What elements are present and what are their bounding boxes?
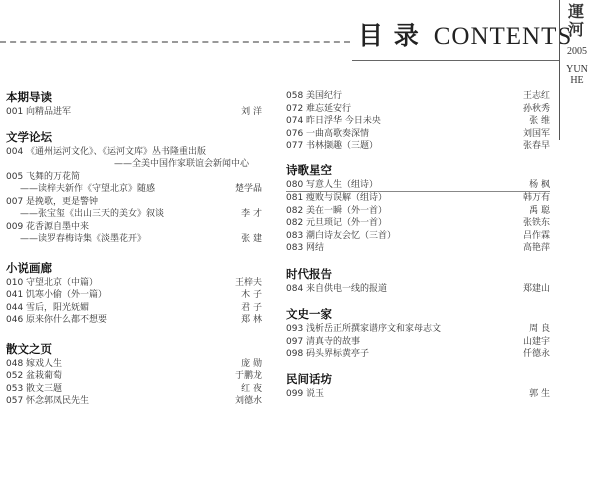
entry-title: 046 原来你什么都不想要	[6, 315, 108, 325]
toc-entry[interactable]	[286, 323, 550, 336]
section-title: 散文之页	[6, 341, 52, 356]
toc-entry[interactable]	[286, 128, 550, 141]
section-title: 诗歌星空	[286, 162, 332, 177]
toc-entry[interactable]	[6, 106, 262, 119]
toc-section	[6, 129, 262, 246]
toc-section	[286, 90, 550, 153]
toc-entry[interactable]	[6, 171, 262, 184]
entry-author: 张春早	[522, 141, 550, 151]
toc-entry[interactable]	[286, 348, 550, 361]
entry-author: 刘 洋	[241, 107, 262, 117]
entry-author: 高艳萍	[522, 243, 550, 253]
title-underline	[352, 60, 559, 61]
entry-author: 张 建	[241, 234, 262, 244]
toc-entry[interactable]	[6, 395, 262, 408]
entry-title: 048 嫁戏人生	[6, 358, 63, 369]
toc-section	[6, 260, 262, 327]
section-title: 本期导读	[6, 90, 52, 104]
toc-entry[interactable]	[286, 115, 550, 128]
toc-entry[interactable]	[6, 314, 262, 327]
entry-author: 刘国军	[522, 128, 550, 139]
entry-title: 077 书林撷趣（三题）	[286, 141, 379, 151]
spine-logo: 運河	[567, 4, 586, 39]
entry-title: 004 《通州运河文化》、《运河文库》丛书隆重出版	[6, 146, 207, 157]
entry-title: 097 清真寺的故事	[286, 336, 361, 347]
title-chinese: 目 录	[358, 21, 420, 50]
page-title	[358, 16, 573, 52]
toc-entry[interactable]	[6, 302, 262, 315]
toc-section	[286, 266, 550, 296]
entry-author: 禹 聪	[529, 205, 550, 216]
entry-title: 098 码头界标黄亭子	[286, 349, 370, 359]
spine-label	[566, 4, 588, 86]
entry-title: 084 来自供电一线的报道	[286, 283, 388, 294]
entry-title: ——读罗春梅诗集《淡墨花开》	[20, 234, 147, 244]
entry-author: 于鹏龙	[234, 371, 262, 381]
toc-entry[interactable]	[286, 192, 550, 205]
entry-author: 郭 生	[529, 388, 550, 399]
toc-entry[interactable]	[286, 103, 550, 116]
section-title: 时代报告	[286, 266, 332, 281]
entry-author: 王志红	[522, 91, 550, 101]
toc-entry[interactable]	[286, 179, 550, 193]
entry-author: 孙秋秀	[522, 103, 550, 114]
entry-title: 099 说玉	[286, 388, 325, 399]
toc-entry[interactable]	[6, 158, 262, 171]
entry-title: ——张宝玺《出山三天的美女》叙谈	[20, 209, 165, 219]
entry-author: 仟德永	[522, 349, 550, 359]
entry-title: 076 一曲高歌奏深情	[286, 128, 370, 139]
section-title: 文史一家	[286, 307, 332, 321]
toc-left-column	[6, 89, 262, 408]
entry-author: 张 维	[529, 116, 550, 126]
entry-author: 张铁东	[522, 218, 550, 228]
entry-author: 郑 林	[241, 315, 262, 325]
entry-title: 080 写意人生（组诗）	[286, 179, 379, 190]
toc-section	[286, 162, 550, 255]
toc-entry[interactable]	[6, 289, 262, 302]
toc-entry[interactable]	[6, 383, 262, 396]
toc-entry[interactable]	[286, 140, 550, 153]
entry-author: 韩万有	[522, 193, 550, 203]
entry-title: 074 昨日浮华 今日未央	[286, 116, 381, 126]
toc-section	[6, 89, 262, 119]
entry-title: 009 花香源自墨中来	[6, 221, 90, 232]
entry-author: 杨 枫	[529, 179, 550, 190]
toc-entry[interactable]	[6, 183, 262, 196]
entry-author: 楚学晶	[234, 184, 262, 194]
entry-title: 053 散文三题	[6, 383, 63, 394]
toc-entry[interactable]	[286, 205, 550, 218]
entry-title: 010 守望北京（中篇）	[6, 277, 99, 288]
entry-author: 红 夜	[241, 383, 262, 394]
toc-entry[interactable]	[286, 242, 550, 255]
entry-title: 083 网结	[286, 243, 325, 253]
entry-author: 吕作霖	[522, 230, 550, 241]
spine-rule	[559, 0, 560, 140]
entry-title: 007 是挽歌，更是警钟	[6, 196, 99, 207]
entry-title: ——全美中国作家联谊会新闻中心	[114, 159, 250, 169]
toc-entry[interactable]	[6, 221, 262, 234]
entry-title: ——读梓夫新作《守望北京》随感	[20, 184, 156, 194]
entry-title: 052 盆栽葡萄	[6, 371, 63, 381]
entry-author: 王梓夫	[234, 277, 262, 288]
toc-entry[interactable]	[286, 217, 550, 230]
entry-author: 郑建山	[522, 283, 550, 294]
spine-year: 2005	[567, 46, 587, 57]
entry-title: 082 美在一瞬（外一首）	[286, 205, 388, 216]
entry-title: 093 浅析岳正所撰家谱序文和家母志文	[286, 324, 442, 334]
entry-title: 081 瘦败与误解（组诗）	[286, 193, 388, 203]
entry-title: 082 元旦琐记（外一首）	[286, 218, 388, 228]
entry-title: 001 向精品进军	[6, 107, 72, 117]
entry-title: 057 怀念郭凤民先生	[6, 396, 90, 406]
entry-author: 山建宇	[522, 336, 550, 347]
entry-author: 周 良	[529, 324, 550, 334]
entry-title: 058 美国纪行	[286, 91, 343, 101]
spine-pinyin: YUN HE	[566, 64, 588, 86]
toc-entry[interactable]	[6, 233, 262, 246]
entry-title: 072 难忘延安行	[286, 103, 352, 114]
title-english: CONTENTS	[433, 23, 573, 50]
section-title: 民间话坊	[286, 371, 332, 386]
toc-section	[6, 341, 262, 408]
toc-entry[interactable]	[286, 388, 550, 401]
section-title: 小说画廊	[6, 260, 52, 275]
toc-entry[interactable]	[6, 370, 262, 383]
toc-entry[interactable]	[286, 283, 550, 296]
toc-right-column	[286, 90, 550, 400]
section-title: 文学论坛	[6, 129, 52, 144]
toc-entry[interactable]	[6, 208, 262, 221]
toc-entry[interactable]	[286, 230, 550, 243]
toc-section	[286, 306, 550, 361]
entry-title: 005 飞舞的万花简	[6, 171, 81, 182]
entry-title: 044 雪后，阳光妩媚	[6, 302, 90, 313]
toc-entry[interactable]	[286, 336, 550, 349]
toc-section	[286, 371, 550, 401]
entry-author: 木 子	[241, 290, 262, 300]
toc-entry[interactable]	[286, 90, 550, 103]
toc-entry[interactable]	[6, 358, 262, 371]
entry-title: 083 潮白诗友会忆（三首）	[286, 230, 397, 241]
toc-entry[interactable]	[6, 146, 262, 159]
top-dashed-rule	[0, 41, 350, 43]
toc-entry[interactable]	[6, 277, 262, 290]
toc-entry[interactable]	[6, 196, 262, 209]
entry-author: 李 才	[241, 209, 262, 219]
entry-title: 041 饥寒小偷（外一篇）	[6, 290, 108, 300]
entry-author: 刘德水	[234, 396, 262, 406]
entry-author: 庞 勋	[241, 358, 262, 369]
entry-author: 君 子	[241, 302, 262, 313]
